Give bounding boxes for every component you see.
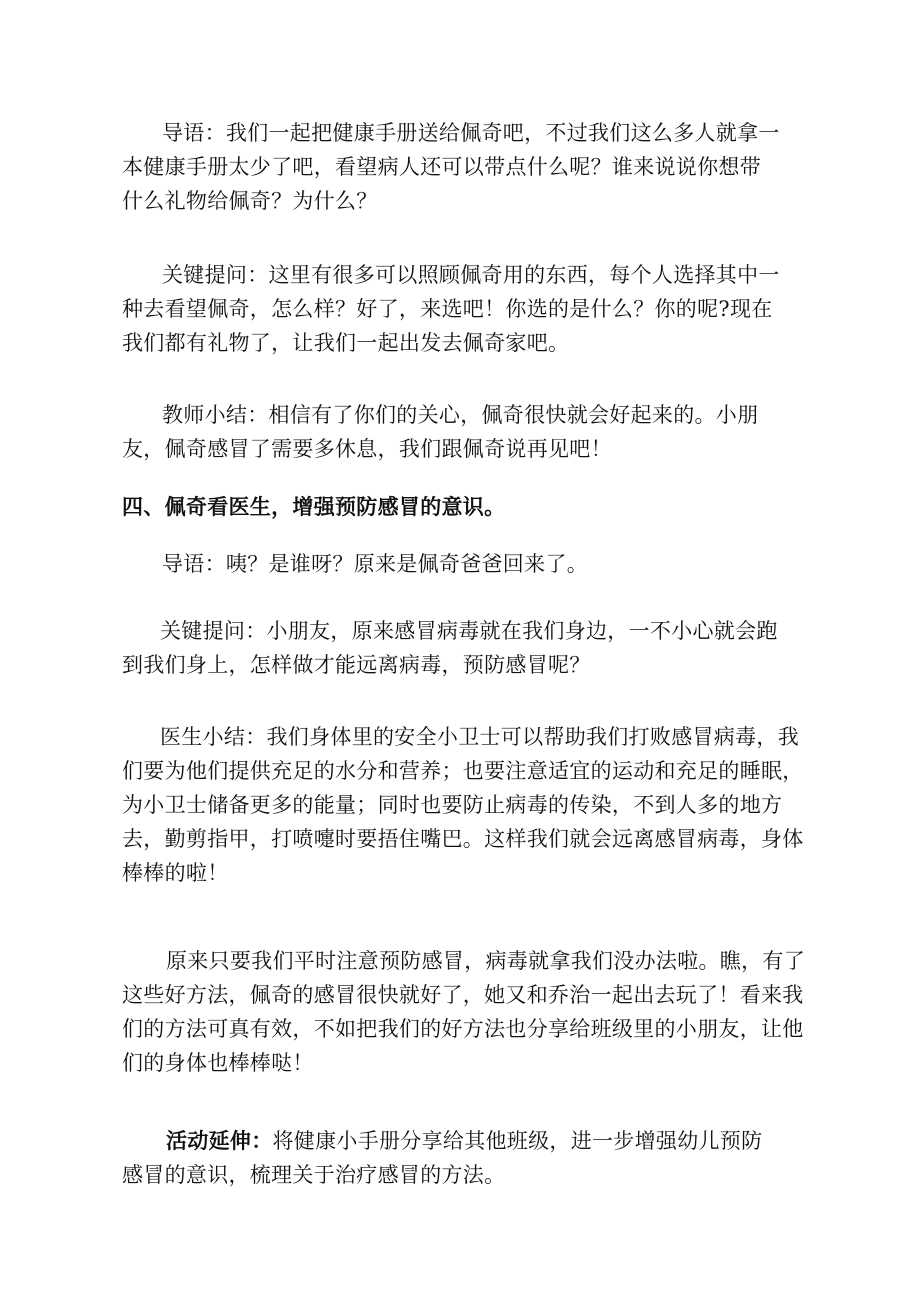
- text-line: 友，佩奇感冒了需要多休息，我们跟佩奇说再见吧！: [122, 437, 612, 461]
- text-line: 们的身体也棒棒哒！: [122, 1051, 314, 1075]
- text-line: 我们都有礼物了，让我们一起出发去佩奇家吧。: [122, 331, 570, 355]
- paragraph-key-question-choose: [122, 258, 822, 360]
- text-line: 为小卫士储备更多的能量；同时也要防止病毒的传染，不到人多的地方: [122, 793, 783, 817]
- section-heading-4: 四、佩奇看医生，增强预防感冒的意识。: [122, 494, 506, 519]
- text-line: 们要为他们提供充足的水分和营养；也要注意适宜的运动和充足的睡眠，: [122, 759, 804, 783]
- paragraph-key-question-prevent: [122, 614, 822, 682]
- paragraph-doctor-summary: [122, 720, 822, 890]
- paragraph-teacher-summary: [122, 398, 822, 466]
- text-line: 教师小结：相信有了你们的关心，佩奇很快就会好起来的。小朋: [162, 403, 759, 427]
- activity-extension-text: 将健康小手册分享给其他班级，进一步增强幼儿预防: [272, 1129, 763, 1153]
- text-line: 原来只要我们平时注意预防感冒，病毒就拿我们没办法啦。瞧，有了: [166, 949, 805, 973]
- paragraph-activity-extension: [122, 1124, 822, 1192]
- text-line: 医生小结：我们身体里的安全小卫士可以帮助我们打败感冒病毒，我: [160, 725, 799, 749]
- paragraph-intro-father: [122, 547, 822, 581]
- paragraph-conclusion: [122, 944, 822, 1080]
- text-line: 种去看望佩奇，怎么样？好了，来选吧！你选的是什么？你的呢?现在: [122, 297, 773, 321]
- text-line: 感冒的意识，梳理关于治疗感冒的方法。: [122, 1163, 506, 1187]
- text-line: 到我们身上，怎样做才能远离病毒，预防感冒呢？: [122, 653, 591, 677]
- paragraph-intro-gift: [122, 116, 822, 218]
- text-line: 棒棒的啦！: [122, 861, 229, 885]
- text-line: 导语：我们一起把健康手册送给佩奇吧，不过我们这么多人就拿一: [162, 121, 780, 145]
- text-line: 关键提问：小朋友，原来感冒病毒就在我们身边，一不小心就会跑: [160, 619, 778, 643]
- text-line: 本健康手册太少了吧，看望病人还可以带点什么呢？谁来说说你想带: [122, 155, 761, 179]
- text-line: 们的方法可真有效，不如把我们的好方法也分享给班级里的小朋友，让他: [122, 1017, 804, 1041]
- text-line: 导语：咦？是谁呀？原来是佩奇爸爸回来了。: [162, 552, 588, 576]
- text-line: 关键提问：这里有很多可以照顾佩奇用的东西，每个人选择其中一: [162, 263, 780, 287]
- text-line: 去，勤剪指甲，打喷嚏时要捂住嘴巴。这样我们就会远离感冒病毒，身体: [122, 827, 804, 851]
- text-line: [122, 1124, 822, 1158]
- text-line: 这些好方法，佩奇的感冒很快就好了，她又和乔治一起出去玩了！看来我: [122, 983, 804, 1007]
- text-line: 什么礼物给佩奇？为什么？: [122, 189, 378, 213]
- activity-extension-label: 活动延伸：: [166, 1128, 273, 1153]
